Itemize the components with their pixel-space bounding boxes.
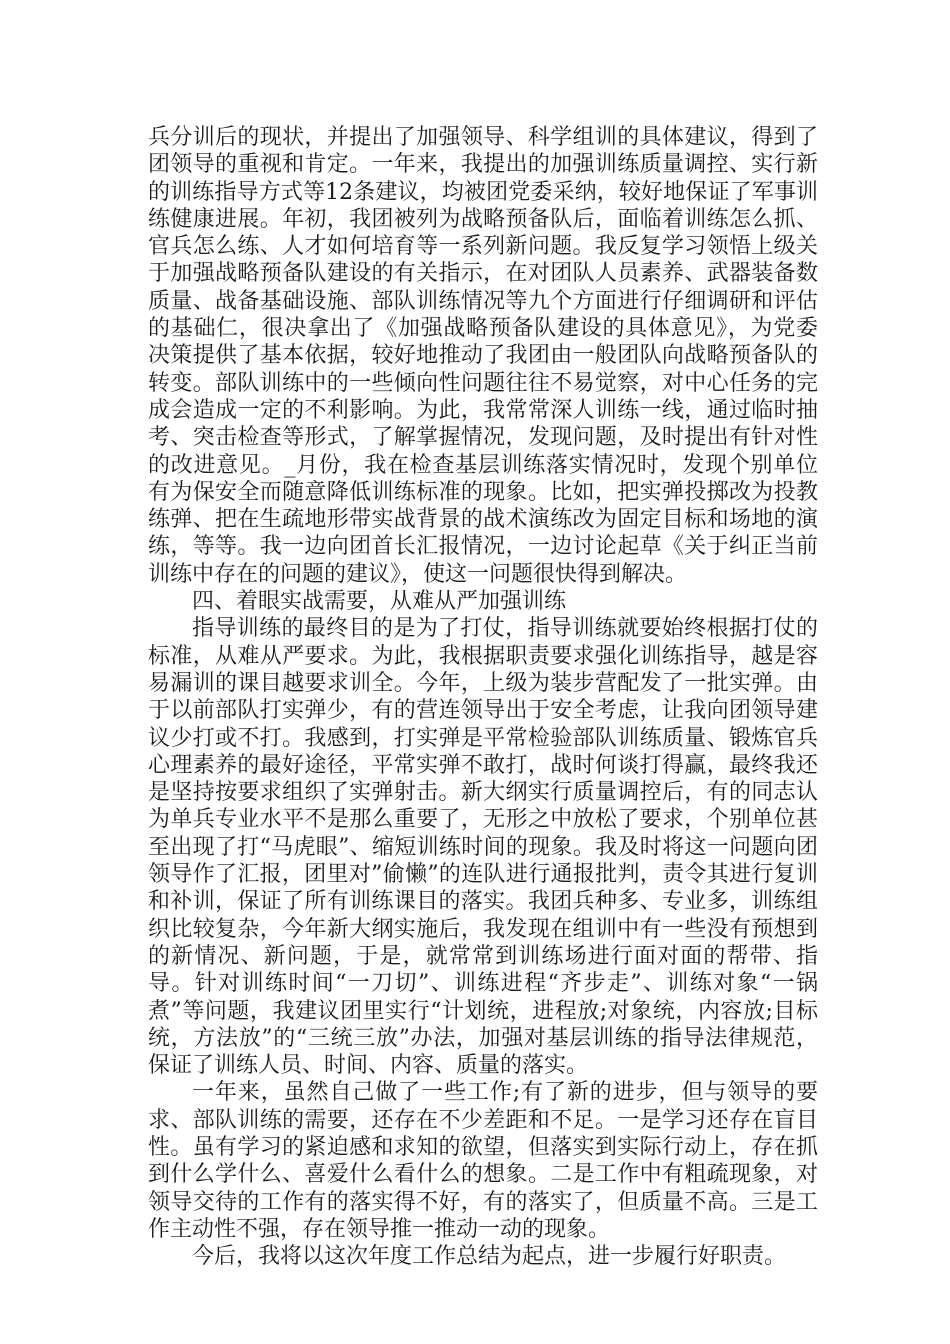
paragraph-shortcomings: 一年来，虽然自己做了一些工作;有了新的进步，但与领导的要求、部队训练的需要，还存在不少差距和不足。一是学习还存在盲目性。虽有学习的紧迫感和求知的欲望，但落实到实际行动上，存在抓到什么学什么、喜爱什么看什么的想象。二是工作中有粗疏现象，对领导交待的工作有的落实得不好，有的落实了，但质量不高。三是工作主动性不强，存在领导推一推动一动的现象。	[148, 1080, 818, 1242]
section-heading: 四、着眼实战需要，从难从严加强训练	[192, 589, 567, 615]
paragraph-conclusion: 今后，我将以这次年度工作总结为起点，进一步履行好职责。	[192, 1244, 787, 1270]
document-body	[148, 124, 818, 1270]
paragraph-continuation: 兵分训后的现状，并提出了加强领导、科学组训的具体建议，得到了团领导的重视和肯定。一年来，我提出的加强训练质量调控、实行新的训练指导方式等12条建议，均被团党委采纳，较好地保证了军事训练健康进展。年初，我团被列为战略预备队后，面临着训练怎么抓、官兵怎么练、人才如何培育等一系列新问题。我反复学习领悟上级关于加强战略预备队建设的有关指示，在对团队人员素养、武器装备数质量、战备基础设施、部队训练情况等九个方面进行仔细调研和评估的基础仁，很决拿出了《加强战略预备队建设的具体意见》，为党委决策提供了基本依据，较好地推动了我团由一般团队向战略预备队的转变。部队训练中的一些倾向性问题往往不易觉察，对中心任务的完成会造成一定的不利影响。为此，我常常深人训练一线，通过临时抽考、突击检查等形式，了解掌握情况，发现问题，及时提出有针对性的改进意见。_月份，我在检查基层训练落实情况时，发现个别单位有为保安全而随意降低训练标准的现象。比如，把实弹投掷改为投教练弹、把在生疏地形带实战背景的战术演练改为固定目标和场地的演练，等等。我一边向团首长汇报情况，一边讨论起草《关于纠正当前训练中存在的问题的建议》，使这一问题很快得到解决。	[148, 125, 818, 587]
paragraph-training: 指导训练的最终目的是为了打仗，指导训练就要始终根据打仗的标准，从难从严要求。为此，我根据职责要求强化训练指导，越是容易漏训的课目越要求训全。今年，上级为装步营配发了一批实弹。由于以前部队打实弹少，有的营连领导出于安全考虑，让我向团领导建议少打或不打。我感到，打实弹是平常检验部队训练质量、锻炼官兵心理素养的最好途径，平常实弹不敢打，战时何谈打得赢，最终我还是坚持按要求组织了实弹射击。新大纲实行质量调控后，有的同志认为单兵专业水平不是那么重要了，无形之中放松了要求，个别单位甚至出现了打“马虎眼”、缩短训练时间的现象。我及时将这一问题向团领导作了汇报，团里对”偷懒”的连队进行通报批判，责令其进行复训和补训，保证了所有训练课目的落实。我团兵种多、专业多，训练组织比较复杂，今年新大纲实施后，我发现在组训中有一些没有预想到的新情况、新问题，于是，就常常到训练场进行面对面的帮带、指导。针对训练时间“一刀切”、训练进程“齐步走”、训练对象“一锅煮”等问题，我建议团里实行“计划统，进程放;对象统，内容放;目标统，方法放”的“三统三放”办法，加强对基层训练的指导法律规范，保证了训练人员、时间、内容、质量的落实。	[148, 616, 818, 1079]
